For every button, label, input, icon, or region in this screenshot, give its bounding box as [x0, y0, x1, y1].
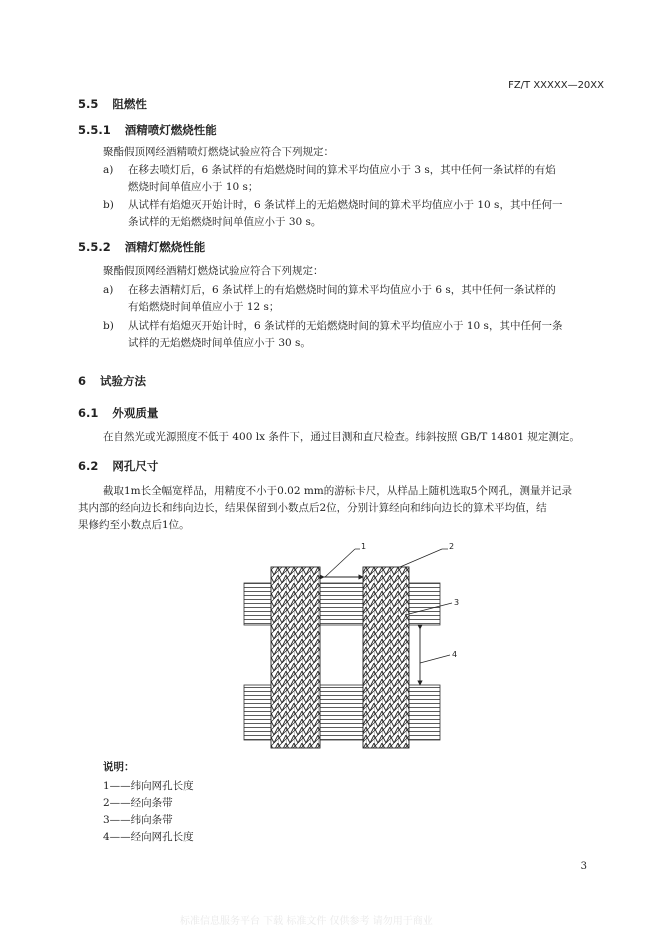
- watermark: 标准信息服务平台 下载 标准文件 仅供参考 请勿用于商业: [180, 916, 433, 927]
- section-5-5-heading: [78, 96, 147, 112]
- list-item-label: a): [103, 284, 114, 296]
- legend-item: 4——经向网孔长度: [103, 831, 194, 843]
- section-6-2-heading: [78, 458, 158, 474]
- callout-4: 4: [452, 650, 458, 659]
- section-6-1-text: 在自然光或光源照度不低于 400 lx 条件下，通过目测和直尺检查。纬斜按照 GB/T 14801 规定测定。: [103, 431, 580, 443]
- legend-item: 1——纬向网孔长度: [103, 780, 194, 792]
- section-title: 网孔尺寸: [112, 459, 159, 473]
- section-number: 6.2: [78, 459, 99, 473]
- list-item-text: 有焰燃烧时间单值应小于 12 s；: [128, 301, 280, 313]
- list-item-text: 条试样的无焰燃烧时间单值应小于 30 s。: [128, 216, 322, 228]
- section-5-5-2-heading: [78, 239, 205, 255]
- section-number: 6: [78, 374, 87, 388]
- list-item-text: 从试样有焰熄灭开始计时，6 条试样的无焰燃烧时间的算术平均值应小于 10 s，其中任何一条: [128, 320, 563, 332]
- list-item-text: 从试样有焰熄灭开始计时，6 条试样上的无焰燃烧时间的算术平均值应小于 10 s，其中任何一: [128, 199, 563, 211]
- callout-2: 2: [449, 542, 455, 551]
- list-item-text: 在移去喷灯后，6 条试样的有焰燃烧时间的算术平均值应小于 3 s，其中任何一条试样的有焰: [128, 164, 556, 176]
- section-number: 5.5.2: [78, 240, 111, 254]
- section-5-5-1-heading: [78, 122, 217, 138]
- section-title: 试验方法: [100, 374, 147, 388]
- callout-1: 1: [361, 542, 367, 551]
- paragraph-line: 截取1m长全幅宽样品，用精度不小于0.02 mm的游标卡尺，从样品上随机选取5个网孔，测量并记录: [103, 485, 572, 497]
- list-item-text: 在移去酒精灯后，6 条试样上的有焰燃烧时间的算术平均值应小于 6 s，其中任何一条试样的: [128, 284, 556, 296]
- list-item-label: b): [103, 199, 114, 211]
- list-item-label: a): [103, 164, 114, 176]
- list-item-text: 试样的无焰燃烧时间单值应小于 30 s。: [128, 337, 311, 349]
- legend-item: 3——纬向条带: [103, 814, 173, 826]
- section-6-heading: [78, 373, 146, 389]
- section-title: 外观质量: [112, 406, 159, 420]
- paragraph-line: 其内部的经向边长和纬向边长，结果保留到小数点后2位，分别计算经向和纬向边长的算术平均值，结: [78, 502, 547, 514]
- section-5-5-2-intro: 聚酯假顶网经酒精灯燃烧试验应符合下列规定：: [103, 265, 324, 277]
- list-item-text: 燃烧时间单值应小于 10 s；: [128, 181, 259, 193]
- section-number: 6.1: [78, 406, 99, 420]
- callout-3: 3: [454, 598, 460, 607]
- warp-band: [271, 567, 320, 748]
- section-number: 5.5: [78, 97, 99, 111]
- section-5-5-1-intro: 聚酯假顶网经酒精喷灯燃烧试验应符合下列规定：: [103, 146, 334, 158]
- section-title: 酒精喷灯燃烧性能: [124, 123, 217, 137]
- legend-item: 2——经向条带: [103, 797, 173, 809]
- legend-title: 说明：: [103, 761, 135, 773]
- paragraph-line: 果修约至小数点后1位。: [78, 519, 190, 531]
- warp-band: [363, 567, 409, 748]
- standard-code: FZ/T XXXXX—20XX: [508, 80, 604, 91]
- page-number: 3: [580, 861, 587, 872]
- section-title: 阻燃性: [112, 97, 147, 111]
- mesh-figure: [230, 535, 470, 750]
- section-6-1-heading: [78, 405, 158, 421]
- section-number: 5.5.1: [78, 123, 111, 137]
- section-title: 酒精灯燃烧性能: [124, 240, 206, 254]
- list-item-label: b): [103, 320, 114, 332]
